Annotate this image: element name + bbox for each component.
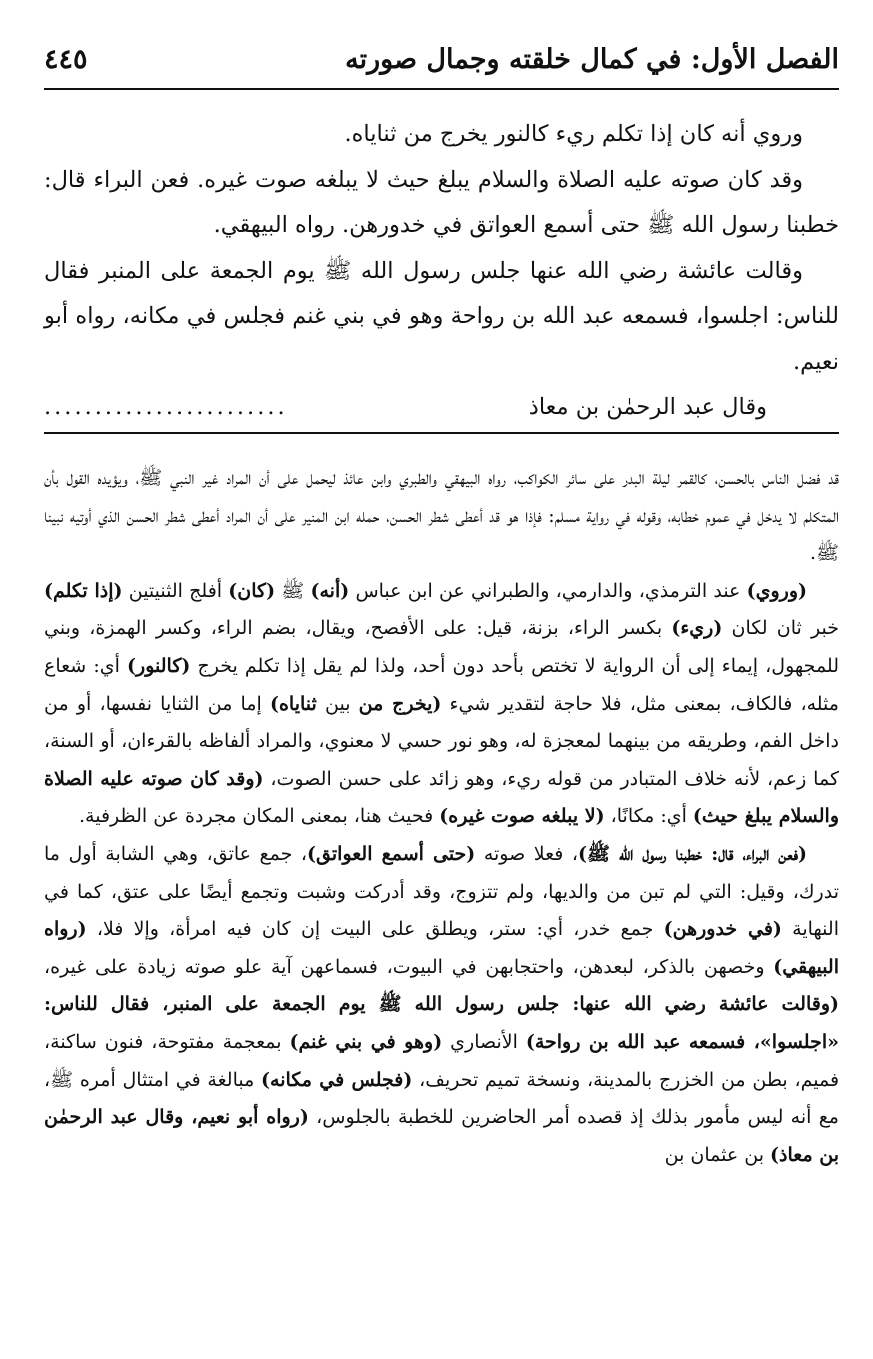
- page-number: ٤٤٥: [44, 44, 88, 75]
- commentary-span: جمع خدر، أي: ستر، ويطلق على البيت إن كان فيه امرأة، وإلا فلا،: [86, 918, 664, 941]
- quoted-text: (ريء): [671, 617, 723, 640]
- chapter-title: الفصل الأول: في كمال خلقته وجمال صورته: [345, 44, 839, 75]
- commentary-span: بن عثمان بن: [664, 1143, 771, 1166]
- commentary-span: أي: مكانًا،: [604, 805, 693, 828]
- quoted-text: (في خدورهن): [663, 918, 782, 941]
- commentary-paragraph: [44, 836, 839, 1174]
- commentary-span: عند الترمذي، والدارمي، والطبراني عن ابن عباس: [349, 579, 747, 602]
- commentary-span: أفلج الثنيتين: [122, 579, 229, 602]
- commentary-span: بكسر الراء، بزنة، قيل: على الأفصح، ويقال، بضم الراء، وكسر الهمزة، وبني للمجهول، إيماء إلى أن الرواية لا تختص بأحد دون أحد، ولذا لم يقل إذا تكلم يخرج: [44, 617, 840, 677]
- quoted-text: (لا يبلغه صوت غيره): [439, 805, 605, 828]
- quoted-text: (كالنور): [127, 654, 191, 677]
- quoted-text: (يخرج من: [358, 692, 442, 715]
- quoted-text: (وقالت عائشة رضي الله عنها: جلس رسول الله ﷺ يوم الجمعة على المنبر، فقال للناس: «اجلسوا»، فسمعه عبد الله بن رواحة): [44, 993, 839, 1053]
- commentary-span: بين: [316, 692, 359, 715]
- commentary-paragraph: قد فضل الناس بالحسن، كالقمر ليلة البدر على سائر الكواكب، رواه البيهقي والطبري وابن عائذ ليحمل على أن المراد غير النبي ﷺ، ويؤيده القول بأن المتكلم لا يدخل في عموم خطابه، وقوله في رواية مسلم: فإذا هو قد أعطى شطر الحسن، حمله ابن المنير على أن المراد أعطى شطر الحسن الذي أوتيه نبينا ﷺ.: [44, 467, 839, 565]
- quoted-text: (وروي): [746, 579, 808, 602]
- quoted-text: ثناياه): [269, 692, 317, 715]
- quoted-text: (إذا تكلم): [44, 579, 123, 602]
- main-paragraph-text: وقال عبد الرحمٰن بن معاذ: [528, 394, 767, 420]
- main-paragraph-trailing: [44, 385, 839, 431]
- quoted-text: (حتى أسمع العواتق): [307, 842, 476, 865]
- main-text: [44, 112, 839, 431]
- page-header: [44, 30, 839, 90]
- quoted-text: (رواه البيهقي): [44, 918, 839, 978]
- quoted-text: (وهو في بني غنم): [289, 1030, 443, 1053]
- continuation-dots: ........................: [44, 394, 288, 420]
- main-paragraph: وقد كان صوته عليه الصلاة والسلام يبلغ حيث لا يبلغه صوت غيره. فعن البراء قال: خطبنا رسول الله ﷺ حتى أسمع العواتق في خدورهن. رواه البيهقي.: [44, 166, 839, 238]
- main-paragraph: وروي أنه كان إذا تكلم ريء كالنور يخرج من ثناياه.: [344, 121, 803, 147]
- commentary-span: الأنصاري: [442, 1030, 526, 1053]
- commentary-paragraph: [44, 573, 839, 836]
- commentary-text: [44, 460, 839, 1174]
- commentary-span: ، جمع عاتق، وهي الشابة أول ما تدرك، وقيل: التي لم تبن من والديها، ولم تتزوج، وقد أدركت وشبت وتجمع أيضًا على عتق، كما في النهاية: [44, 842, 839, 941]
- quoted-text: (كان): [228, 579, 276, 602]
- quoted-text: (رواه أبو نعيم، وقال عبد الرحمٰن بن معاذ): [44, 1106, 839, 1166]
- commentary-span: إما من الثنايا نفسها، أو من داخل الفم، وطريقه من بينهما لمعجزة له، وهو نور حسي لا معنوي، والمراد ألفاظه بالقرءان، أو السنة، كما زعم، لأنه خلاف المتبادر من قوله ريء، وهو زائد على حسن الصوت،: [44, 692, 839, 790]
- commentary-span: مبالغة في امتثال أمره ﷺ، مع أنه ليس مأمور بذلك إذ قصده أمر الحاضرين للخطبة بالجلوس،: [44, 1068, 839, 1129]
- quoted-text: (وقد كان صوته عليه الصلاة والسلام يبلغ حيث): [44, 767, 839, 828]
- main-paragraph: وقالت عائشة رضي الله عنها جلس رسول الله ﷺ يوم الجمعة على المنبر فقال للناس: اجلسوا، فسمعه عبد الله بن رواحة وهو في بني غنم فجلس في مكانه، رواه أبو نعيم.: [44, 257, 839, 375]
- quoted-text: (أنه): [310, 579, 350, 602]
- commentary-span: وخصهن بالذكر، لبعدهن، واحتجابهن في البيوت، فسماعهن آية علو صوته زيادة على غيره،: [44, 955, 774, 978]
- commentary-span: خبر ثان لكان: [722, 617, 840, 640]
- commentary-span: أي: شعاع مثله، فالكاف، بمعنى مثل، فلا حاجة لتقدير شيء: [44, 654, 839, 715]
- commentary-span: بمعجمة مفتوحة، فنون ساكنة، فميم، بطن من الخزرج بالمدينة، ونسخة تميم تحريف،: [44, 1030, 840, 1091]
- commentary-span: ، فعلا صوته: [475, 842, 579, 865]
- section-divider: [44, 432, 839, 434]
- commentary-span: ﷺ: [275, 579, 311, 602]
- commentary-span: فحيث هنا، بمعنى المكان مجردة عن الظرفية.: [78, 805, 440, 828]
- quoted-text: (فعن البراء، قال: خطبنا رسول الله ﷺ): [578, 842, 807, 865]
- quoted-text: (فجلس في مكانه): [261, 1068, 413, 1091]
